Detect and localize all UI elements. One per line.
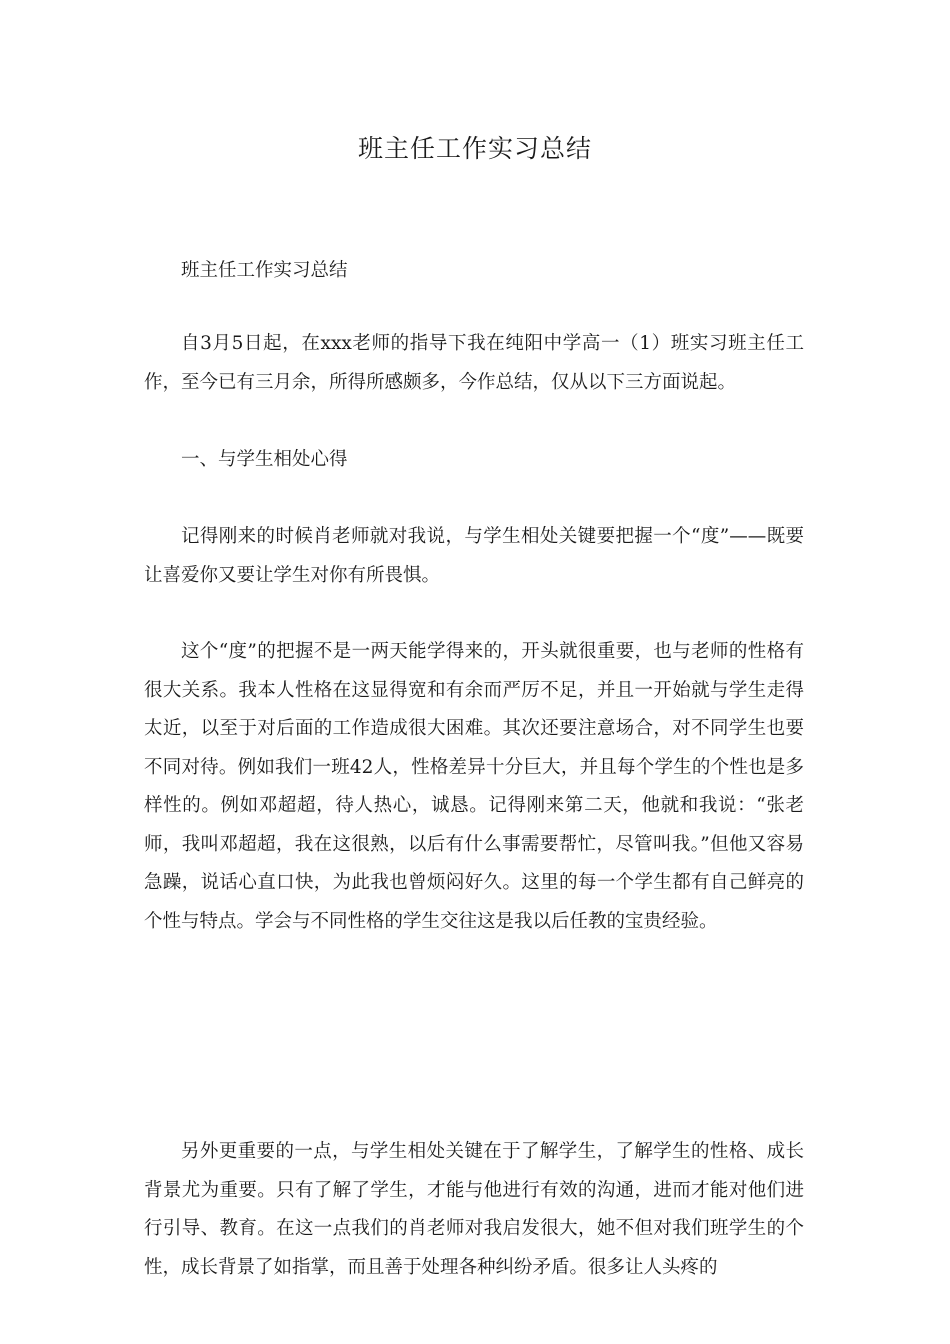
section-heading: 一、与学生相处心得: [181, 449, 348, 470]
subtitle-paragraph: 班主任工作实习总结: [181, 260, 348, 281]
intro-paragraph: 自3月5日起，在xxx老师的指导下我在纯阳中学高一（1）班实习班主任工作，至今已有三月余，所得所感颇多，今作总结，仅从以下三方面说起。: [144, 333, 804, 393]
body-paragraph: 另外更重要的一点，与学生相处关键在于了解学生，了解学生的性格、成长背景尤为重要。只有了解了学生，才能与他进行有效的沟通，进而才能对他们进行引导、教育。在这一点我们的肖老师对我启发很大，她不但对我们班学生的个性，成长背景了如指掌，而且善于处理各种纠纷矛盾。很多让人头疼的: [144, 1141, 804, 1278]
document-title: 班主任工作实习总结: [357, 134, 592, 163]
body-paragraph: 记得刚来的时候肖老师就对我说，与学生相处关键要把握一个“度”——既要让喜爱你又要让学生对你有所畏惧。: [144, 526, 804, 586]
body-paragraph: 这个“度”的把握不是一两天能学得来的，开头就很重要，也与老师的性格有很大关系。我本人性格在这显得宽和有余而严厉不足，并且一开始就与学生走得太近，以至于对后面的工作造成很大困难。其次还要注意场合，对不同学生也要不同对待。例如我们一班42人，性格差异十分巨大，并且每个学生的个性也是多样性的。例如邓超超，待人热心，诚恳。记得刚来第二天，他就和我说：“张老师，我叫邓超超，我在这很熟，以后有什么事需要帮忙，尽管叫我。”但他又容易急躁，说话心直口快，为此我也曾烦闷好久。这里的每一个学生都有自己鲜亮的个性与特点。学会与不同性格的学生交往这是我以后任教的宝贵经验。: [144, 641, 804, 932]
